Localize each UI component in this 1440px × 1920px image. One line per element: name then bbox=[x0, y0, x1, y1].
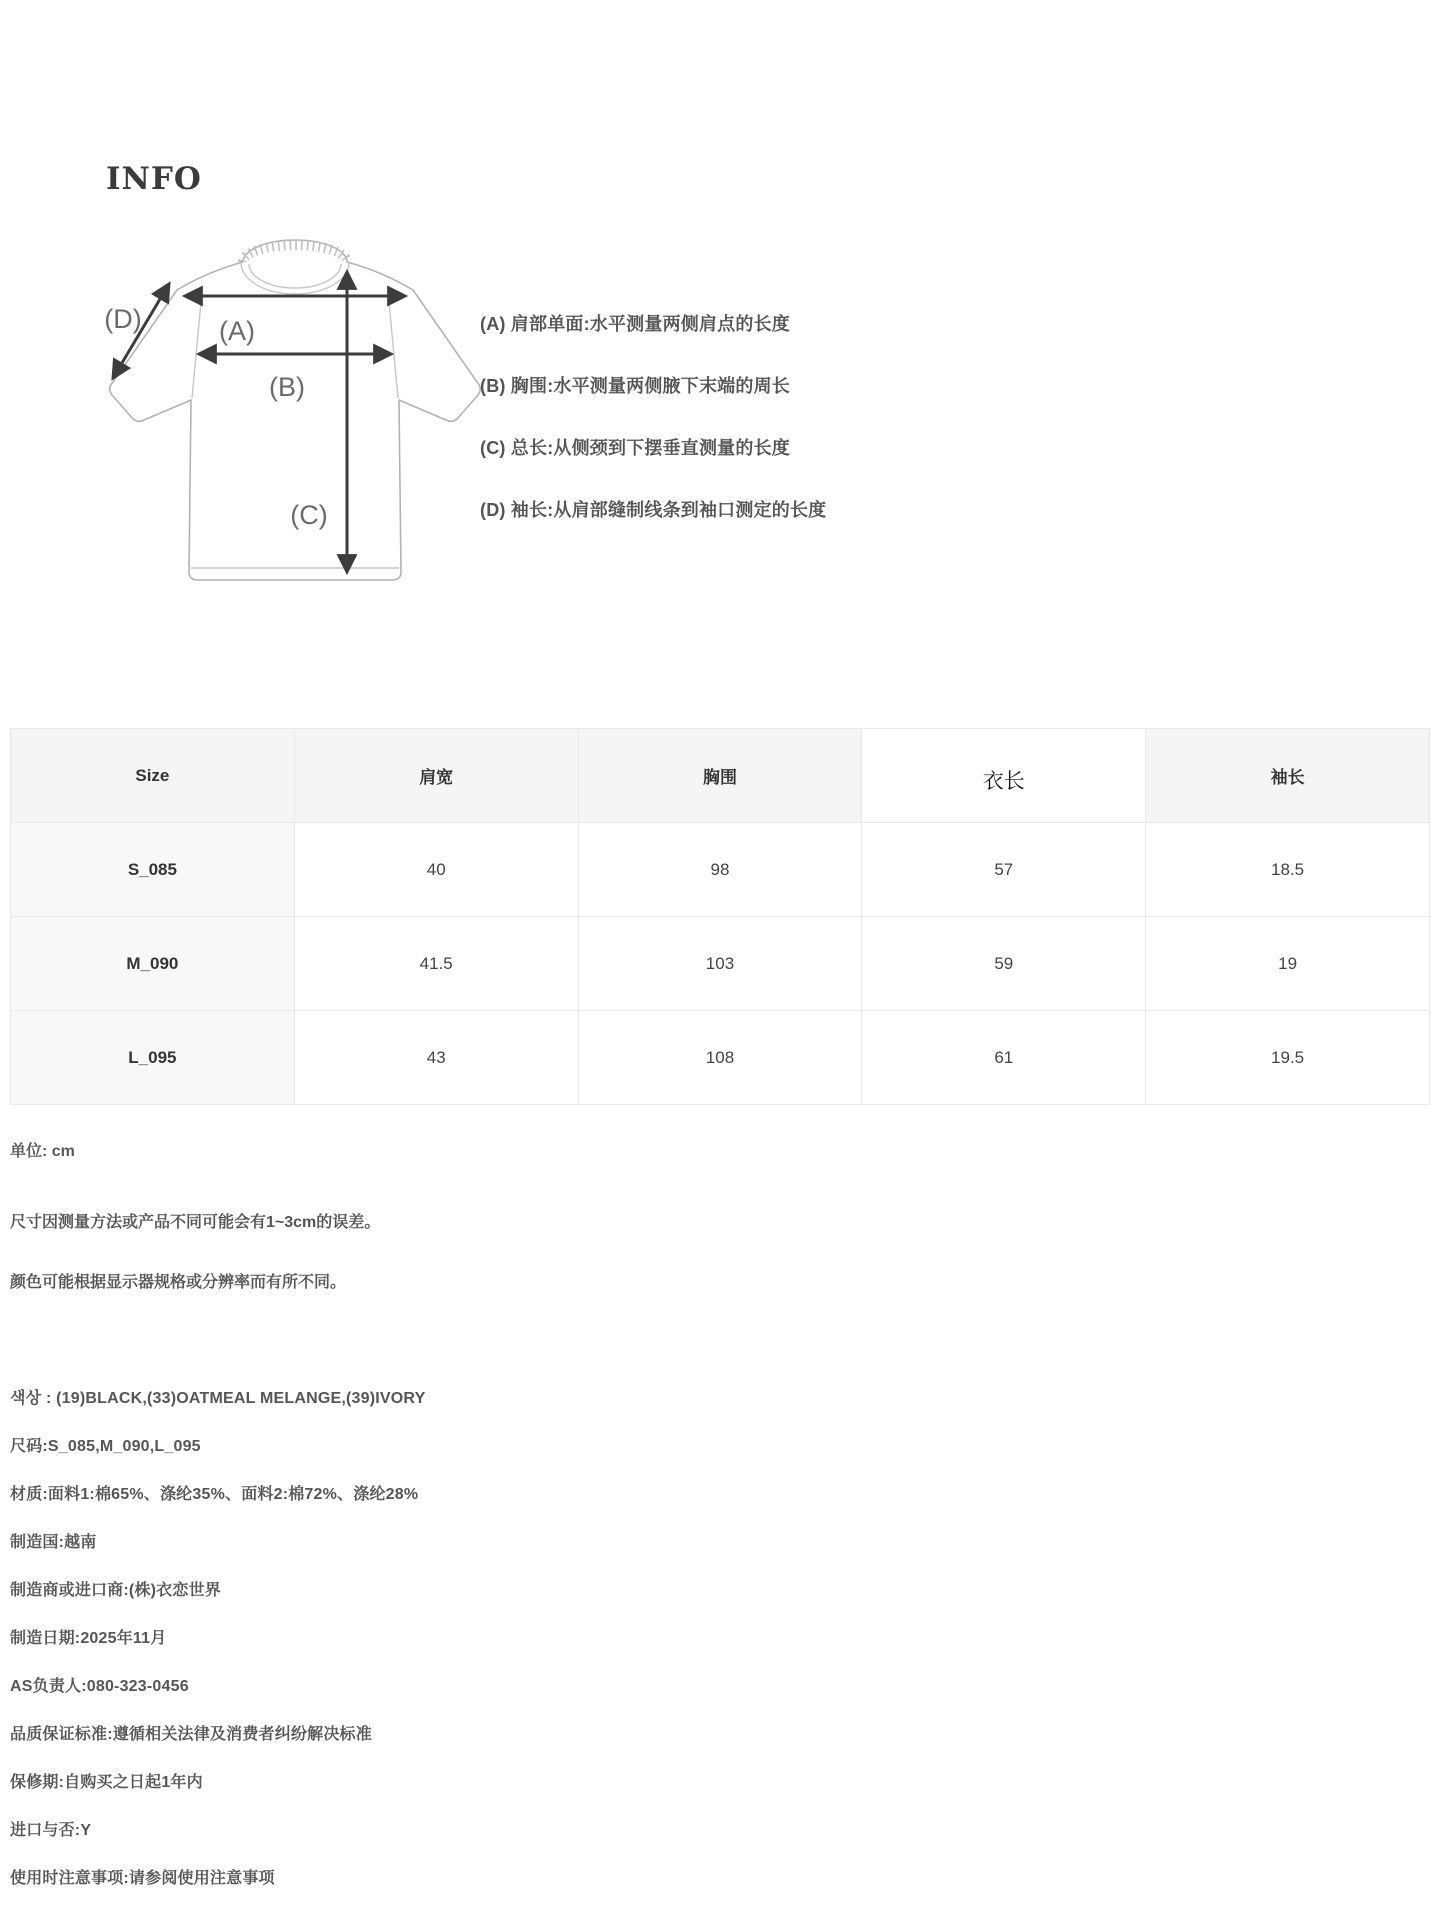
product-details bbox=[10, 1372, 425, 1900]
cell-l-chest: 108 bbox=[578, 1011, 862, 1105]
detail-warranty: 保修期:自购买之日起1年内 bbox=[10, 1773, 203, 1791]
cell-l-shoulder: 43 bbox=[294, 1011, 578, 1105]
detail-material: 材质:面料1:棉65%、涤纶35%、面料2:棉72%、涤纶28% bbox=[10, 1485, 419, 1503]
measurement-desc-a: (A) 肩部单面:水平测量两侧肩点的长度 bbox=[480, 314, 790, 334]
measurement-desc-d: (D) 袖长:从肩部缝制线条到袖口测定的长度 bbox=[480, 500, 827, 520]
col-header-size: Size bbox=[11, 729, 295, 823]
size-table-header-row bbox=[11, 729, 1430, 823]
label-a: (A) bbox=[219, 316, 255, 346]
tolerance-notes bbox=[10, 1190, 380, 1310]
cell-s-shoulder: 40 bbox=[294, 823, 578, 917]
tshirt-measurement-diagram bbox=[85, 222, 505, 602]
detail-color: 색상 : (19)BLACK,(33)OATMEAL MELANGE,(39)IVORY bbox=[10, 1389, 426, 1407]
detail-sizes: 尺码:S_085,M_090,L_095 bbox=[10, 1437, 201, 1455]
detail-usage-caution: 使用时注意事项:请参阅使用注意事项 bbox=[10, 1869, 275, 1887]
table-row-m bbox=[11, 917, 1430, 1011]
table-row-s bbox=[11, 823, 1430, 917]
col-header-length bbox=[862, 729, 1146, 823]
cell-m-sleeve: 19 bbox=[1146, 917, 1430, 1011]
detail-country: 制造国:越南 bbox=[10, 1533, 97, 1551]
col-header-sleeve: 袖长 bbox=[1146, 729, 1430, 823]
measurement-desc-b: (B) 胸围:水平测量两侧腋下末端的周长 bbox=[480, 376, 790, 396]
size-label-s: S_085 bbox=[11, 823, 295, 917]
cell-s-length: 57 bbox=[862, 823, 1146, 917]
unit-note: 单位: cm bbox=[10, 1143, 75, 1160]
cell-m-shoulder: 41.5 bbox=[294, 917, 578, 1011]
cell-m-length: 59 bbox=[862, 917, 1146, 1011]
col-header-chest: 胸围 bbox=[578, 729, 862, 823]
cell-l-sleeve: 19.5 bbox=[1146, 1011, 1430, 1105]
measurement-desc-c: (C) 总长:从侧颈到下摆垂直测量的长度 bbox=[480, 438, 790, 458]
table-row-l bbox=[11, 1011, 1430, 1105]
cell-l-length: 61 bbox=[862, 1011, 1146, 1105]
detail-quality-standard: 品质保证标准:遵循相关法律及消费者纠纷解决标准 bbox=[10, 1725, 372, 1743]
label-b: (B) bbox=[269, 372, 305, 402]
tolerance-note-color: 颜色可能根据显示器规格或分辨率而有所不同。 bbox=[10, 1273, 347, 1291]
cell-s-chest: 98 bbox=[578, 823, 862, 917]
label-d: (D) bbox=[104, 304, 142, 334]
size-table bbox=[10, 728, 1430, 1105]
detail-as-contact: AS负责人:080-323-0456 bbox=[10, 1677, 189, 1695]
size-label-m: M_090 bbox=[11, 917, 295, 1011]
col-header-length-text: 衣长 bbox=[982, 768, 1025, 793]
detail-manufacturer: 制造商或进口商:(株)衣恋世界 bbox=[10, 1581, 221, 1599]
col-header-shoulder: 肩宽 bbox=[294, 729, 578, 823]
page-title: INFO bbox=[106, 160, 202, 197]
label-c: (C) bbox=[290, 500, 328, 530]
tolerance-note-size: 尺寸因测量方法或产品不同可能会有1~3cm的误差。 bbox=[10, 1213, 381, 1231]
size-label-l: L_095 bbox=[11, 1011, 295, 1105]
detail-imported: 进口与否:Y bbox=[10, 1821, 92, 1839]
cell-m-chest: 103 bbox=[578, 917, 862, 1011]
cell-s-sleeve: 18.5 bbox=[1146, 823, 1430, 917]
measurement-descriptions bbox=[480, 292, 1040, 540]
detail-manufacture-date: 制造日期:2025年11月 bbox=[10, 1629, 167, 1647]
